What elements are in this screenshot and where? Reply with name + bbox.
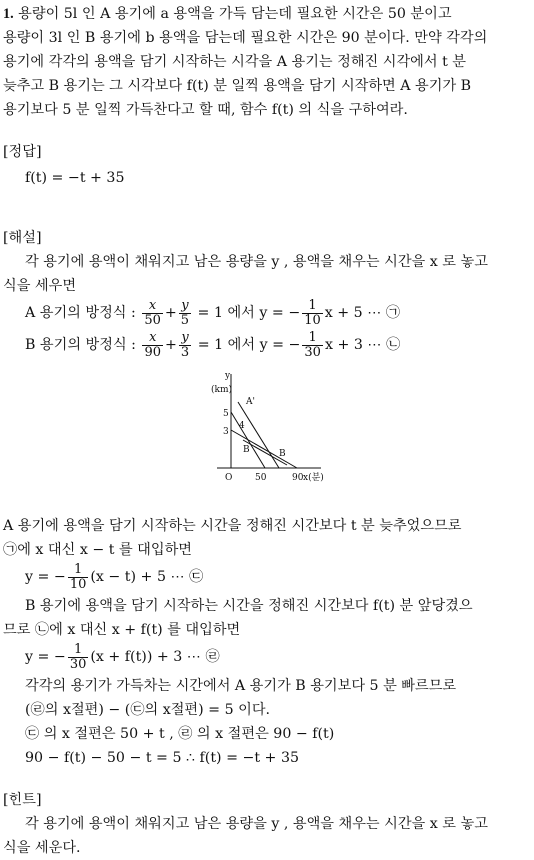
solution-para2-1: A 용기에 용액을 담기 시작하는 시간을 정해진 시간보다 t 분 늦추었으므로	[3, 518, 462, 534]
line-b	[231, 430, 297, 468]
solution-header: [해설]	[3, 230, 42, 246]
solution-para4-1: 각각의 용기가 가득차는 시간에서 A 용기가 B 용기보다 5 분 빠르므로	[25, 678, 457, 694]
solution-para3-2: 므로 ㉡에 x 대신 x + f(t) 를 대입하면	[3, 622, 241, 638]
hint-header: [힌트]	[3, 792, 42, 808]
y-unit-label: (km)	[211, 385, 233, 395]
solution-para2-2: ㉠에 x 대신 x − t 를 대입하면	[3, 542, 192, 558]
solution-graph	[3, 368, 529, 486]
solution-para4-2: (㉣의 x절편) − (㉢의 x절편) = 5 이다.	[25, 702, 271, 718]
xtick-90: 90	[292, 473, 304, 483]
answer-block	[3, 140, 529, 190]
solution-intro-2: 식을 세우면	[3, 278, 77, 294]
graph-svg	[3, 368, 529, 486]
equation-c: y = − $\frac{1}{10}$ (x − t) + 5 ⋯ ㉢	[25, 561, 204, 592]
xtick-50: 50	[255, 473, 267, 483]
equation-d: y = − $\frac{1}{30}$ (x + f(t)) + 3 ⋯ ㉣	[25, 641, 220, 672]
origin-label: O	[225, 473, 233, 483]
solution-para3-1: B 용기에 용액을 담기 시작하는 시간을 정해진 시간보다 f(t) 분 앞당겼으	[25, 598, 473, 614]
answer-header: [정답]	[3, 144, 42, 160]
solution-para4-4: 90 − f(t) − 50 − t = 5 ∴ f(t) = −t + 35	[25, 750, 300, 766]
label-b-shifted: B	[279, 449, 286, 459]
equation-a: A 용기의 방정식 : $\frac{x}{50}$ + $\frac{y}{5}$ = 1 에서 y = − $\frac{1}{10}$ x + 5 ⋯ ㉠	[25, 297, 401, 328]
label-b: B	[243, 445, 250, 455]
hint-line-1: 각 용기에 용액이 채워지고 남은 용량을 y , 용액을 채우는 시간을 x 로 놓고	[25, 816, 488, 832]
x-axis-label: x(분)	[303, 473, 324, 483]
problem-line-2: 용량이 3l 인 B 용기에 b 용액을 담는데 필요한 시간은 90 분이다. 만약 각각의	[3, 30, 488, 46]
ytick-3: 3	[223, 427, 229, 437]
hint-line-2: 식을 세운다.	[3, 840, 81, 856]
equation-b: B 용기의 방정식 : $\frac{x}{90}$ + $\frac{y}{3}$ = 1 에서 y = − $\frac{1}{30}$ x + 3 ⋯ ㉡	[25, 329, 401, 360]
problem-line-3: 용기에 각각의 용액을 담기 시작하는 시각을 A 용기는 정해진 시각에서 t 분	[3, 54, 467, 70]
ytick-4: 4	[239, 421, 245, 431]
hint-block	[3, 788, 529, 860]
y-axis-label: y	[225, 371, 231, 381]
solution-para4-3: ㉢ 의 x 절편은 50 + t , ㉣ 의 x 절편은 90 − f(t)	[25, 726, 335, 742]
problem-block	[3, 2, 529, 122]
problem-number: 1.	[3, 6, 14, 22]
solution-intro-1: 각 용기에 용액이 채워지고 남은 용량을 y , 용액을 채우는 시간을 x 로 놓고	[25, 254, 488, 270]
ytick-5: 5	[223, 409, 229, 419]
problem-line-4: 늦추고 B 용기는 그 시각보다 f(t) 분 일찍 용액을 담기 시작하면 A 용기가 B	[3, 78, 472, 94]
label-a-shifted: A'	[246, 397, 255, 407]
document-page	[3, 2, 529, 860]
problem-line-5: 용기보다 5 분 일찍 가득찬다고 할 때, 함수 f(t) 의 식을 구하여라.	[3, 102, 408, 118]
answer-formula: f(t) = −t + 35	[25, 170, 125, 186]
problem-line-1: 1. 용량이 5l 인 A 용기에 a 용액을 가득 담는데 필요한 시간은 50 분이고	[3, 6, 452, 22]
solution-block	[3, 226, 529, 770]
